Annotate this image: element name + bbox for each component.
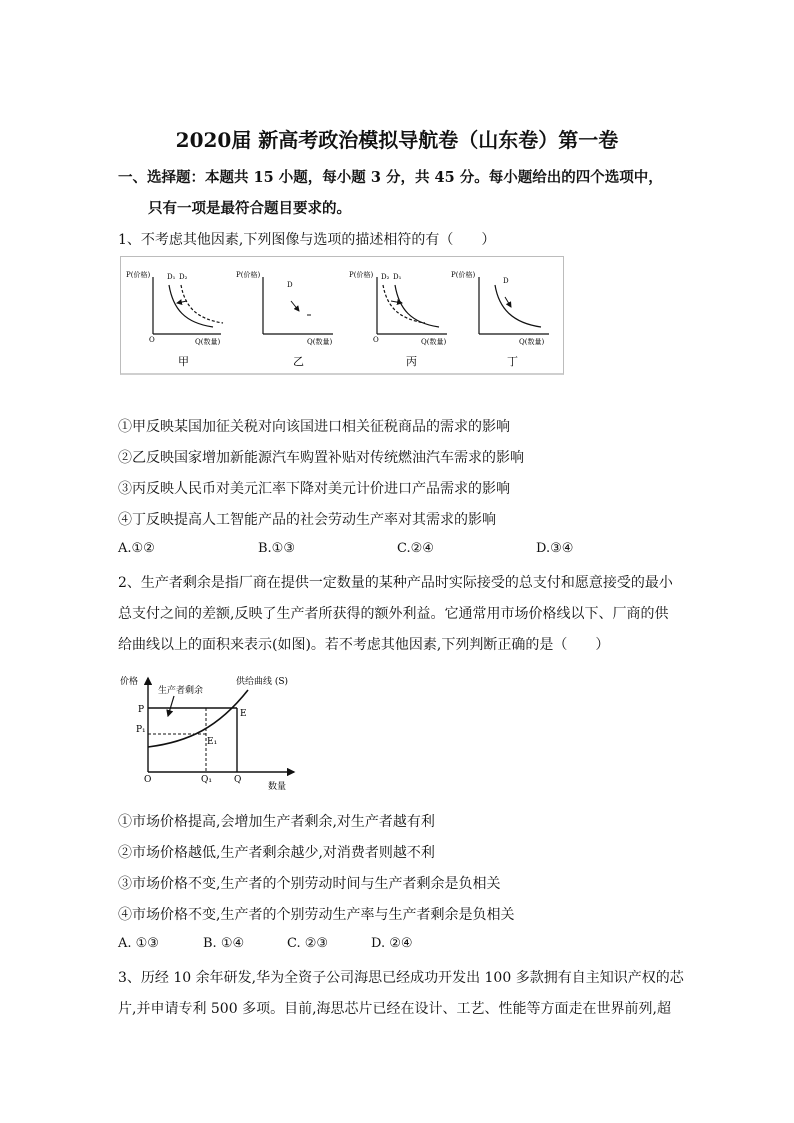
- panel-yi: [236, 270, 333, 368]
- panel-jia-ylabel: P(价格): [126, 271, 151, 279]
- q2-option-b: B. ①④: [203, 936, 245, 951]
- q2-producer-surplus-figure: [118, 668, 308, 793]
- panel-bing-curve-d2: [383, 285, 425, 323]
- q1-statement-3: ③丙反映人民币对美元汇率下降对美元计价进口产品需求的影响: [118, 481, 510, 497]
- panel-bing-ylabel: P(价格): [349, 271, 374, 279]
- panel-ding-move-arrow: [505, 297, 511, 307]
- q1-stem: 1、不考虑其他因素,下列图像与选项的描述相符的有（ ）: [118, 232, 496, 248]
- q2-statement-3: ③市场价格不变,生产者的个别劳动时间与生产者剩余是负相关: [118, 876, 501, 892]
- q3-stem-line-1: 3、历经 10 余年研发,华为全资子公司海思已经成功开发出 100 多款拥有自主知识产权的芯: [118, 970, 684, 986]
- q2-label-p: P: [138, 705, 145, 715]
- panel-yi-ylabel: P(价格): [236, 271, 261, 279]
- panel-bing-curve-d1: [395, 285, 439, 327]
- panel-yi-caption: 乙: [293, 355, 304, 368]
- panel-ding-xlabel: Q(数量): [519, 338, 545, 346]
- section-heading-line-1: 一、选择题：本题共 15 小题，每小题 3 分，共 45 分。每小题给出的四个选项中，: [118, 169, 663, 186]
- panel-ding: [451, 270, 549, 368]
- q1-statement-2: ②乙反映国家增加新能源汽车购置补贴对传统燃油汽车需求的影响: [118, 450, 524, 466]
- panel-bing: [349, 270, 447, 368]
- panel-yi-label-d: D: [287, 281, 293, 289]
- panel-jia-curve-d1: [169, 285, 213, 327]
- panel-yi-move-arrow: [291, 301, 299, 311]
- q2-label-e1: E₁: [207, 737, 218, 747]
- q1-option-d: D.③④: [536, 541, 574, 556]
- q2-curve-label: 供给曲线 (S): [236, 677, 289, 687]
- q1-option-a: A.①②: [118, 541, 155, 556]
- panel-ding-caption: 丁: [507, 355, 518, 368]
- panel-jia-origin: O: [149, 336, 155, 344]
- q3-stem-line-2: 片,并申请专利 500 多项。目前,海思芯片已经在设计、工艺、性能等方面走在世界前列,超: [118, 1001, 671, 1017]
- panel-jia: [126, 270, 223, 368]
- q2-option-a: A. ①③: [118, 936, 159, 951]
- page-title: 2020届 新高考政治模拟导航卷（山东卷）第一卷: [175, 128, 619, 152]
- q2-xlabel: 数量: [268, 782, 287, 792]
- q1-demand-curves-figure: [120, 256, 564, 375]
- q2-statement-2: ②市场价格越低,生产者剩余越少,对消费者则越不利: [118, 845, 435, 861]
- q2-stem-line-3: 给曲线以上的面积来表示(如图)。若不考虑其他因素,下列判断正确的是（ ）: [118, 637, 610, 653]
- q2-label-q1: Q₁: [201, 775, 212, 785]
- q1-figure-svg: [121, 257, 563, 373]
- section-heading-line-2: 只有一项是最符合题目要求的。: [148, 200, 351, 217]
- panel-bing-caption: 丙: [406, 355, 417, 368]
- panel-ding-ylabel: P(价格): [451, 271, 476, 279]
- q2-surplus-arrow: [168, 696, 174, 716]
- q2-origin: O: [144, 775, 152, 785]
- panel-bing-xlabel: Q(数量): [421, 338, 447, 346]
- q1-option-b: B.①③: [258, 541, 295, 556]
- q1-option-c: C.②④: [397, 541, 434, 556]
- q2-statement-1: ①市场价格提高,会增加生产者剩余,对生产者越有利: [118, 814, 435, 830]
- q2-stem-line-2: 总支付之间的差额,反映了生产者所获得的额外利益。它通常用市场价格线以下、厂商的供: [118, 606, 669, 622]
- panel-jia-xlabel: Q(数量): [195, 338, 221, 346]
- q2-stem-line-1: 2、生产者剩余是指厂商在提供一定数量的某种产品时实际接受的总支付和愿意接受的最小: [118, 575, 673, 591]
- q2-option-c: C. ②③: [287, 936, 329, 951]
- panel-bing-label-d1: D₁: [393, 273, 402, 281]
- panel-jia-label-d2: D₂: [179, 273, 188, 281]
- panel-jia-label-d1: D₁: [167, 273, 176, 281]
- panel-jia-shift-arrow: [177, 301, 187, 303]
- panel-bing-label-d2: D₂: [381, 273, 390, 281]
- panel-ding-label-d: D: [503, 277, 509, 285]
- q2-ylabel: 价格: [120, 677, 139, 687]
- panel-yi-xlabel: Q(数量): [307, 338, 333, 346]
- q2-surplus-annotation: 生产者剩余: [158, 686, 204, 696]
- q2-figure-svg: [118, 668, 308, 793]
- q2-label-e: E: [240, 709, 247, 719]
- q2-option-d: D. ②④: [371, 936, 413, 951]
- q2-label-p1: P₁: [136, 725, 146, 735]
- panel-bing-origin: O: [373, 336, 379, 344]
- q2-label-q: Q: [234, 775, 242, 785]
- panel-jia-caption: 甲: [178, 355, 189, 368]
- q1-statement-1: ①甲反映某国加征关税对向该国进口相关征税商品的需求的影响: [118, 419, 510, 435]
- panel-ding-curve-d: [495, 285, 541, 327]
- q1-statement-4: ④丁反映提高人工智能产品的社会劳动生产率对其需求的影响: [118, 512, 496, 528]
- q2-statement-4: ④市场价格不变,生产者的个别劳动生产率与生产者剩余是负相关: [118, 907, 515, 923]
- q2-supply-curve: [148, 690, 248, 747]
